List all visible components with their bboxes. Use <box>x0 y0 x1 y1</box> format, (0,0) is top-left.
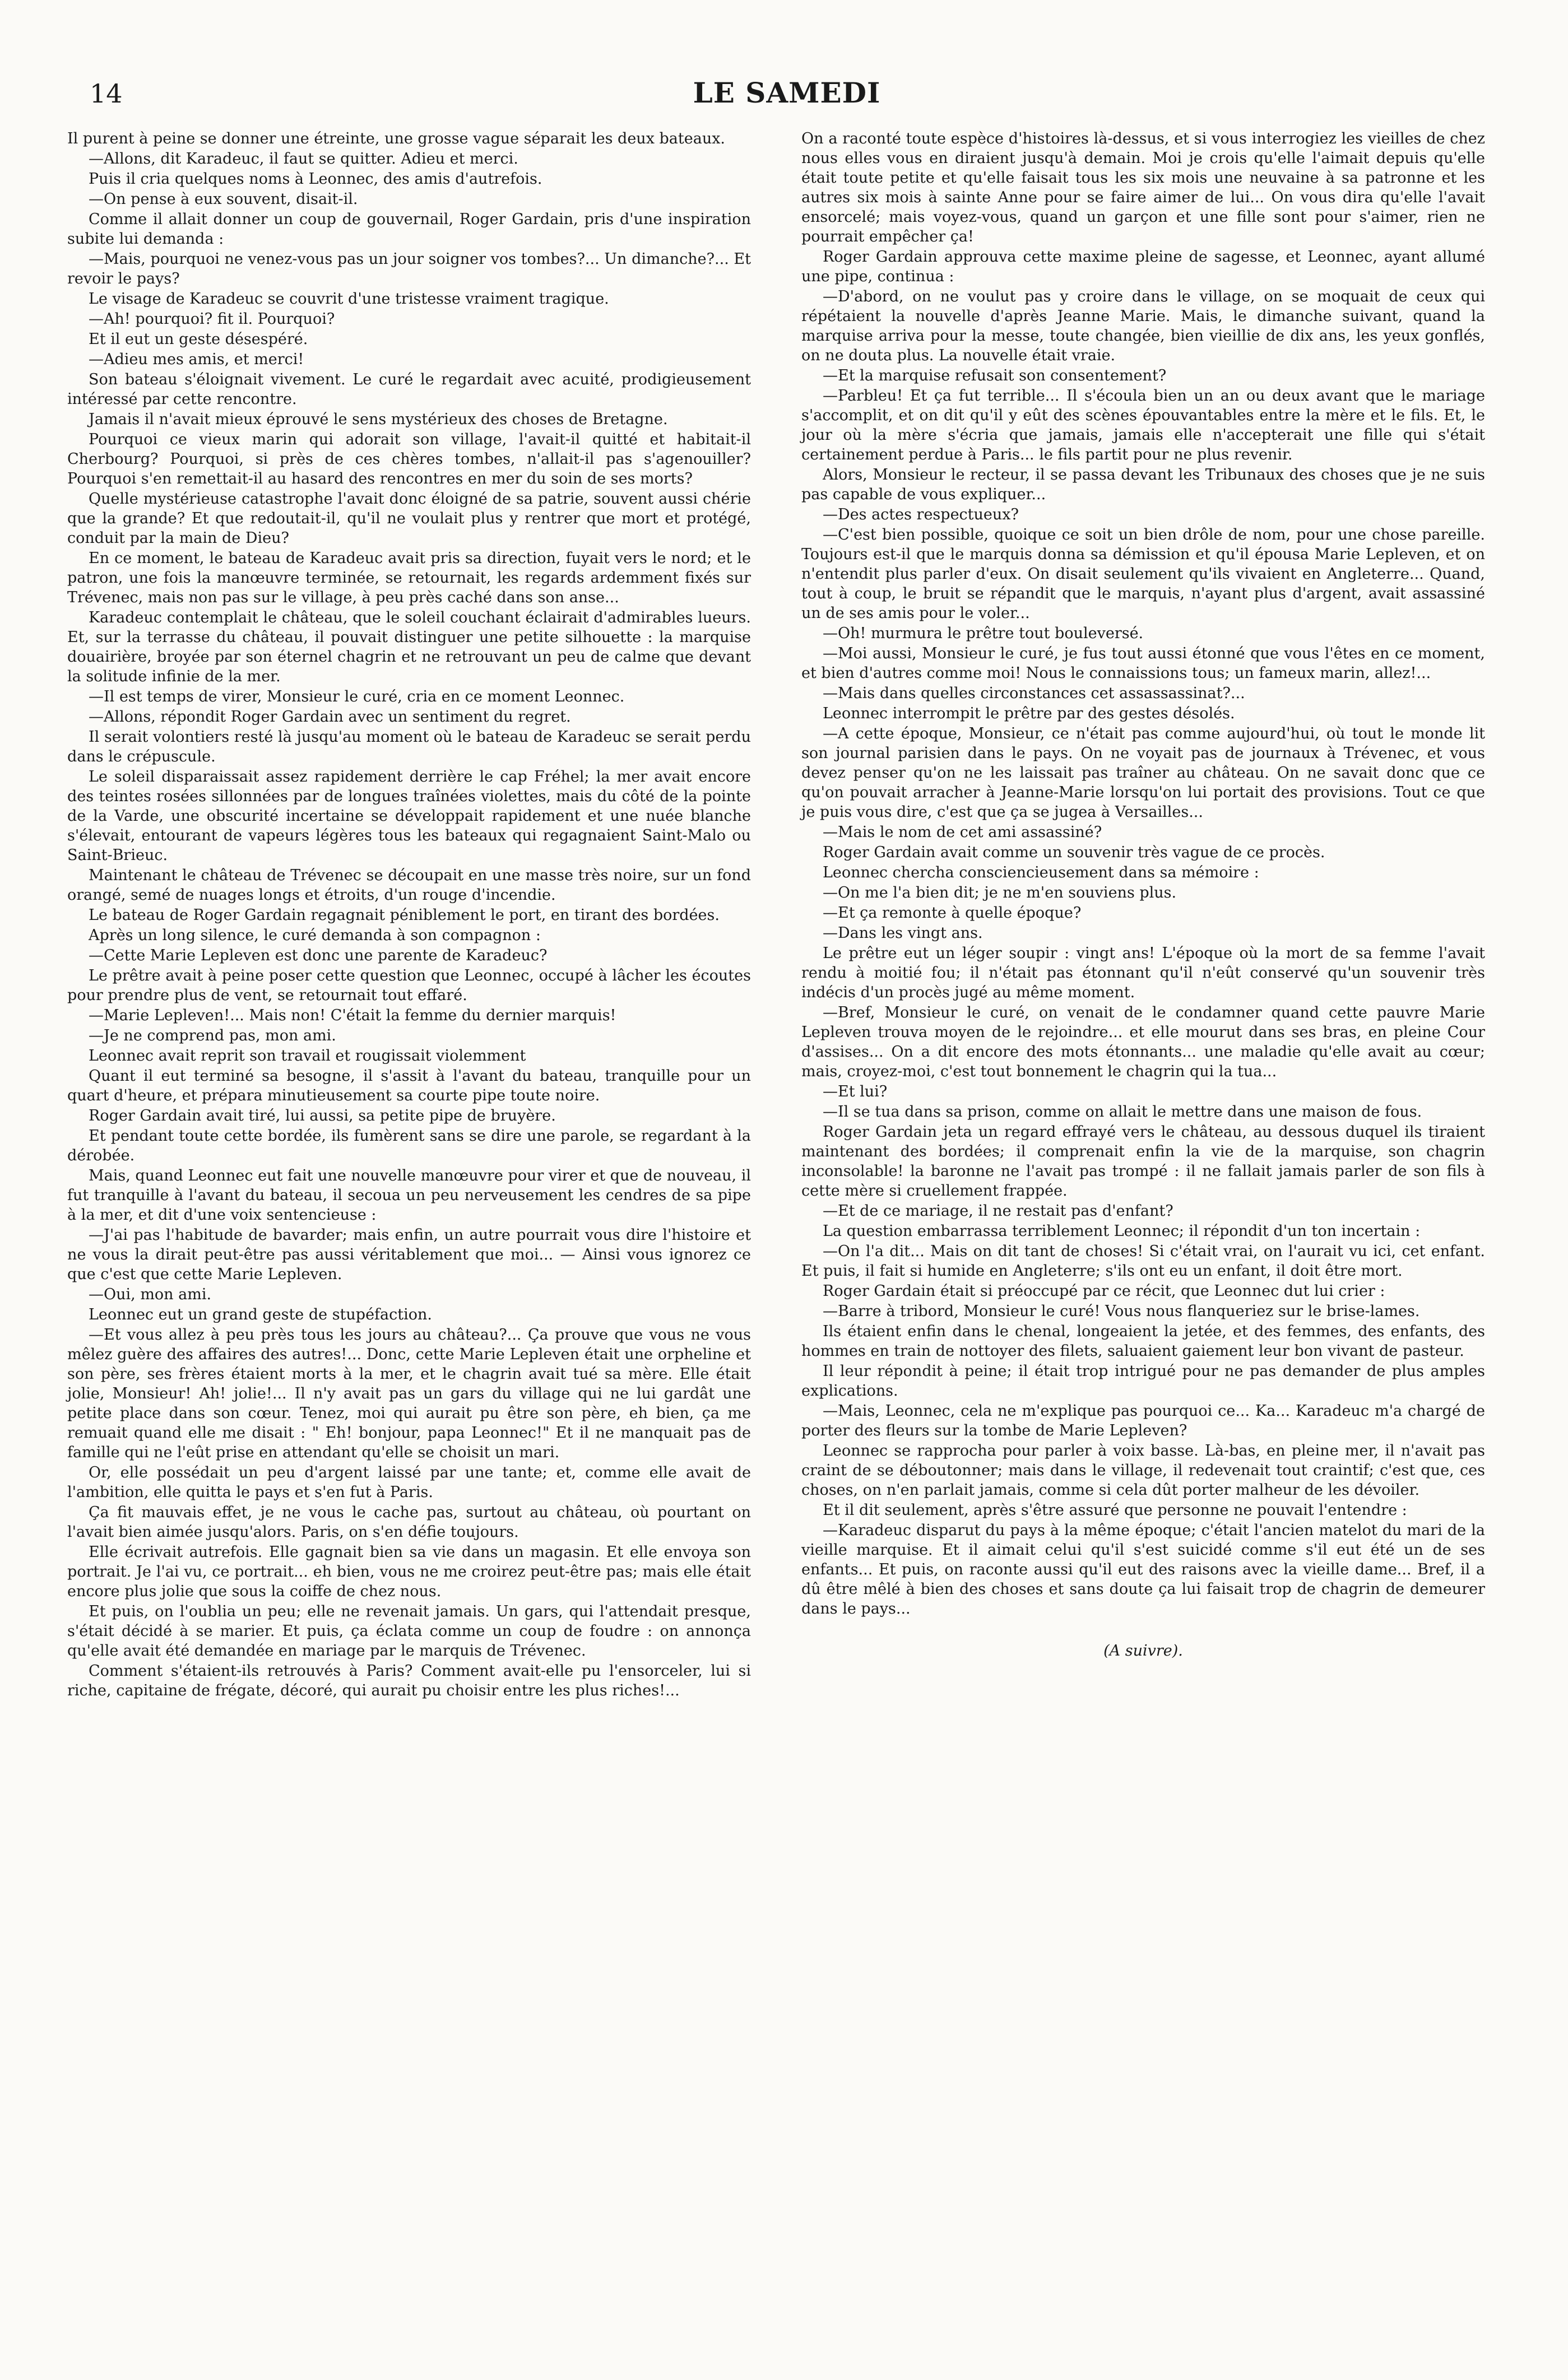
paragraph: —Il se tua dans sa prison, comme on allait le mettre dans une maison de fous. <box>823 1103 1422 1121</box>
paragraph: —D'abord, on ne voulut pas y croire dans le village, on se moquait de ceux qui répétaient la nouvelle d'après Jeanne Marie. Mais, le dimanche suivant, quand la marquise arriva pour la messe, toute changée, bien vieillie de dix ans, les yeux gonflés, on ne douta plus. La nouvelle était vraie. <box>801 288 1485 364</box>
paragraph: —Oh! murmura le prêtre tout bouleversé. <box>823 625 1144 642</box>
paragraph: —C'est bien possible, quoique ce soit un bien drôle de nom, pour une chose pareille. Toujours est-il que le marquis donna sa démission et qu'il épousa Marie Lepleven, et on n'entendit plus parler d'eux. On disait seulement qu'ils vivaient en Angleterre... Quand, tout à coup, le bruit se répandit que le marquis, n'ayant plus d'argent, avait assassiné un de ses amis pour le voler... <box>801 526 1485 622</box>
paragraph: —Allons, répondit Roger Gardain avec un sentiment du regret. <box>89 708 571 726</box>
paragraph: —Allons, dit Karadeuc, il faut se quitter. Adieu et merci. <box>89 150 518 168</box>
paragraph: Son bateau s'éloignait vivement. Le curé le regardait avec acuité, prodigieusement intéressé par cette rencontre. <box>67 371 751 408</box>
paragraph: Et puis, on l'oublia un peu; elle ne revenait jamais. Un gars, qui l'attendait presque, s'était décidé à se marier. Et puis, ça éclata comme un coup de foudre : on annonça qu'elle avait été demandée en mariage par le marquis de Trévenec. <box>67 1603 751 1660</box>
paragraph: —Et ça remonte à quelle époque? <box>823 904 1082 922</box>
paragraph: Comme il allait donner un coup de gouvernail, Roger Gardain, pris d'une inspiration subite lui demanda : <box>67 211 751 248</box>
paragraph: La question embarrassa terriblement Leonnec; il répondit d'un ton incertain : <box>823 1222 1421 1240</box>
paragraph: —Il est temps de virer, Monsieur le curé, cria en ce moment Leonnec. <box>89 688 625 705</box>
paragraph: Leonnec eut un grand geste de stupéfaction. <box>89 1306 432 1323</box>
paragraph: —Et vous allez à peu près tous les jours au château?... Ça prouve que vous ne vous mêlez guère des affaires des autres!... Donc, cette Marie Lepleven était une orpheline et son père, ses frères étaient morts à la mer, et le chagrin avait tué sa mère. Elle était jolie, Monsieur! Ah! jolie!... Il n'y avait pas un gars du village qui ne lui gardât une petite place dans son cœur. Tenez, moi qui aurait pu être son père, eh bien, ça me remuait quand elle me disait : " Eh! bonjour, papa Leonnec!" Et il ne manquait pas de famille qui ne l'eût prise en attendant qu'elle se choisit un mari. <box>67 1326 751 1461</box>
paragraph: —Je ne comprend pas, mon ami. <box>89 1027 336 1044</box>
paragraph: Mais, quand Leonnec eut fait une nouvelle manœuvre pour virer et que de nouveau, il fut tranquille à l'avant du bateau, il secoua un peu nerveusement les cendres de sa pipe à la mer, et dit d'une voix sentencieuse : <box>67 1167 751 1224</box>
paragraph: En ce moment, le bateau de Karadeuc avait pris sa direction, fuyait vers le nord; et le patron, une fois la manœuvre terminée, se retournait, les regards ardemment fixés sur Trévenec, mais non pas sur le village, à peu près caché dans son anse... <box>67 550 751 606</box>
paragraph: Puis il cria quelques noms à Leonnec, des amis d'autrefois. <box>89 170 542 188</box>
paragraph: —Mais, Leonnec, cela ne m'explique pas pourquoi ce... Ka... Karadeuc m'a chargé de porter des fleurs sur la tombe de Marie Lepleven? <box>801 1402 1485 1439</box>
paragraph: —On me l'a bien dit; je ne m'en souviens plus. <box>823 884 1177 901</box>
paragraph: —Dans les vingt ans. <box>823 924 983 942</box>
paragraph: —Marie Lepleven!... Mais non! C'était la femme du dernier marquis! <box>89 1007 616 1024</box>
right-column <box>801 129 1485 1701</box>
paragraph: Le prêtre avait à peine poser cette question que Leonnec, occupé à lâcher les écoutes pour prendre plus de vent, se retournait tout effaré. <box>67 967 751 1004</box>
paragraph: Il leur répondit à peine; il était trop intrigué pour ne pas demander de plus amples explications. <box>801 1363 1485 1400</box>
paragraph: —J'ai pas l'habitude de bavarder; mais enfin, un autre pourrait vous dire l'histoire et ne vous la dirait peut-être pas aussi véritablement que moi... — Ainsi vous ignorez ce que c'est que cette Marie Lepleven. <box>67 1226 751 1283</box>
paragraph: —Mais, pourquoi ne venez-vous pas un jour soigner vos tombes?... Un dimanche?... Et revoir le pays? <box>67 250 751 287</box>
paragraph: Leonnec se rapprocha pour parler à voix basse. Là-bas, en pleine mer, il n'avait pas craint de se déboutonner; mais dans le village, il redevenait tout craintif; c'est que, ces choses, on n'en parlait jamais, comme si cela dût porter malheur de les dévoiler. <box>801 1442 1485 1499</box>
paragraph: —Moi aussi, Monsieur le curé, je fus tout aussi étonné que vous l'êtes en ce moment, et bien d'autres comme moi! Nous le connaissions tous; un fameux marin, allez!... <box>801 645 1485 682</box>
page-number: 14 <box>90 78 123 109</box>
paragraph: Et il eut un geste désespéré. <box>89 331 308 348</box>
paragraph: Roger Gardain était si préoccupé par ce récit, que Leonnec dut lui crier : <box>823 1282 1385 1300</box>
paragraph: Il serait volontiers resté là jusqu'au moment où le bateau de Karadeuc se serait perdu dans le crépuscule. <box>67 728 751 765</box>
paragraph: —Adieu mes amis, et merci! <box>89 351 304 368</box>
paragraph: —Et la marquise refusait son consentement? <box>823 367 1167 384</box>
paragraph: Le visage de Karadeuc se couvrit d'une tristesse vraiment tragique. <box>89 290 609 308</box>
to-be-continued: (A suivre). <box>1103 1642 1183 1660</box>
paragraph: —Et lui? <box>823 1083 888 1100</box>
paragraph: Comment s'étaient-ils retrouvés à Paris? Comment avait-elle pu l'ensorceler, lui si riche, capitaine de frégate, décoré, qui aurait pu choisir entre les plus riches!... <box>67 1662 751 1699</box>
paragraph: Et il dit seulement, après s'être assuré que personne ne pouvait l'entendre : <box>823 1502 1407 1519</box>
paragraph: —Parbleu! Et ça fut terrible... Il s'écoula bien un an ou deux avant que le mariage s'accomplit, et on dit qu'il y eût des scènes épouvantables entre la mère et le fils. Et, le jour où la mère s'écria que jamais, jamais elle n'accepterait une fille qui s'était certainement perdue à Paris... le fils partit pour ne plus revenir. <box>801 387 1485 463</box>
article-columns <box>67 129 1506 1701</box>
paragraph: Alors, Monsieur le recteur, il se passa devant les Tribunaux des choses que je ne suis pas capable de vous expliquer... <box>801 466 1485 503</box>
paragraph: Leonnec interrompit le prêtre par des gestes désolés. <box>823 705 1235 722</box>
left-column <box>67 129 751 1701</box>
paragraph: Ils étaient enfin dans le chenal, longeaient la jetée, et des femmes, des enfants, des hommes en train de nottoyer des filets, saluaient gaiement leur bon vivant de pasteur. <box>801 1323 1485 1360</box>
paragraph: Il purent à peine se donner une étreinte, une grosse vague séparait les deux bateaux. <box>67 130 726 147</box>
paragraph: Or, elle possédait un peu d'argent laissé par une tante; et, comme elle avait de l'ambition, elle quitta le pays et s'en fut à Paris. <box>67 1464 751 1501</box>
paragraph: —Oui, mon ami. <box>89 1286 212 1303</box>
page-header <box>67 56 1506 123</box>
paragraph: —On l'a dit... Mais on dit tant de choses! Si c'était vrai, on l'aurait vu ici, cet enfant. Et puis, il fait si humide en Angleterre; s'ils ont eu un enfant, il doit être mort. <box>801 1243 1485 1280</box>
paragraph: —Et de ce mariage, il ne restait pas d'enfant? <box>823 1202 1173 1220</box>
paragraph: —Des actes respectueux? <box>823 506 1019 523</box>
paragraph: Ça fit mauvais effet, je ne vous le cache pas, surtout au château, où pourtant on l'avait bien aimée jusqu'alors. Paris, on s'en défie toujours. <box>67 1504 751 1541</box>
paragraph: Leonnec avait reprit son travail et rougissait violemment <box>89 1047 526 1065</box>
paragraph: Et pendant toute cette bordée, ils fumèrent sans se dire une parole, se regardant à la dérobée. <box>67 1127 751 1164</box>
paragraph: Roger Gardain jeta un regard effrayé vers le château, au dessous duquel ils tiraient maintenant des bordées; il comprenait enfin la vie de la marquise, son chagrin inconsolable! la baronne ne l'avait pas trompé : il ne fallait jamais parler de son fils à cette mère si cruellement frappée. <box>801 1123 1485 1200</box>
paragraph: Roger Gardain avait comme un souvenir très vague de ce procès. <box>823 844 1325 861</box>
paragraph: Roger Gardain approuva cette maxime pleine de sagesse, et Leonnec, ayant allumé une pipe, continua : <box>801 248 1485 285</box>
paragraph: —A cette époque, Monsieur, ce n'était pas comme aujourd'hui, où tout le monde lit son journal parisien dans le pays. On ne voyait pas de journaux à Trévenec, et vous devez penser qu'on ne les laissait pas traîner au château. On ne savait donc que ce qu'on pouvait arracher à Jeanne-Marie lorsqu'on lui portait des provisions. Tout ce que je puis vous dire, c'est que ça se jugea à Versailles... <box>801 725 1485 821</box>
paragraph: Maintenant le château de Trévenec se découpait en une masse très noire, sur un fond orangé, semé de nuages longs et étroits, d'un rouge d'incendie. <box>67 867 751 904</box>
paragraph: Elle écrivait autrefois. Elle gagnait bien sa vie dans un magasin. Et elle envoya son portrait. Je l'ai vu, ce portrait... eh bien, vous ne me croirez peut-être pas; mais elle était encore plus jolie que sous la coiffe de chez nous. <box>67 1544 751 1600</box>
paragraph: Quelle mystérieuse catastrophe l'avait donc éloigné de sa patrie, souvent aussi chérie que la grande? Et que redoutait-il, qu'il ne voulait plus y rentrer que mort et protégé, conduit par la main de Dieu? <box>67 490 751 547</box>
paragraph: Le soleil disparaissait assez rapidement derrière le cap Fréhel; la mer avait encore des teintes rosées sillonnées par de longues traînées violettes, mais du côté de la pointe de la Varde, une obscurité incertaine se développait rapidement et une nuée blanche s'élevait, entourant de vapeurs légères tous les bateaux qui regagnaient Saint-Malo ou Saint-Brieuc. <box>67 768 751 864</box>
paragraph: Roger Gardain avait tiré, lui aussi, sa petite pipe de bruyère. <box>89 1107 556 1124</box>
paragraph: Jamais il n'avait mieux éprouvé le sens mystérieux des choses de Bretagne. <box>89 411 668 428</box>
paragraph: —Mais le nom de cet ami assassiné? <box>823 824 1102 841</box>
journal-title: LE SAMEDI <box>693 76 881 109</box>
paragraph: Le bateau de Roger Gardain regagnait péniblement le port, en tirant des bordées. <box>89 907 720 924</box>
paragraph: On a raconté toute espèce d'histoires là-dessus, et si vous interrogiez les vieilles de chez nous elles vous en diraient jusqu'à demain. Moi je crois qu'elle l'aimait depuis qu'elle était toute petite et qu'elle faisait tous les six mois une neuvaine à sa patronne et les autres six mois à sainte Anne pour se faire aimer de lui... On vous dira qu'elle l'avait ensorcelé; mais voyez-vous, quand un garçon et une fille sont pour s'aimer, rien ne pourrait empêcher ça! <box>801 130 1485 245</box>
paragraph: —Barre à tribord, Monsieur le curé! Vous nous flanqueriez sur le brise-lames. <box>823 1303 1420 1320</box>
paragraph: Karadeuc contemplait le château, que le soleil couchant éclairait d'admirables lueurs. Et, sur la terrasse du château, il pouvait distinguer une petite silhouette : la marquise douairière, broyée par son éternel chagrin et ne retrouvant un peu de calme que devant la solitude infinie de la mer. <box>67 609 751 685</box>
paragraph: —Cette Marie Lepleven est donc une parente de Karadeuc? <box>89 947 548 964</box>
paragraph: Leonnec chercha consciencieusement dans sa mémoire : <box>823 864 1259 881</box>
paragraph: Quant il eut terminé sa besogne, il s'assit à l'avant du bateau, tranquille pour un quart d'heure, et prépara minutieusement sa courte pipe toute noire. <box>67 1067 751 1104</box>
paragraph: Le prêtre eut un léger soupir : vingt ans! L'époque où la mort de sa femme l'avait rendu à moitié fou; il n'était pas étonnant qu'il n'eût conservé qu'un souvenir très indécis d'un procès jugé au même moment. <box>801 945 1485 1001</box>
paragraph: —On pense à eux souvent, disait-il. <box>89 190 358 208</box>
paragraph: —Mais dans quelles circonstances cet assassassinat?... <box>823 685 1245 702</box>
paragraph: Pourquoi ce vieux marin qui adorait son village, l'avait-il quitté et habitait-il Cherbourg? Pourquoi, si près de ces chères tombes, n'allait-il pas s'agenouiller? Pourquoi s'en remettait-il au hasard des rencontres en mer du soin de ses morts? <box>67 431 751 487</box>
paragraph: —Karadeuc disparut du pays à la même époque; c'était l'ancien matelot du mari de la vieille marquise. Et il aimait celui qu'il s'est suicidé comme s'il eut été un de ses enfants... Et puis, on raconte aussi qu'il eut des raisons avec la vieille dame... Bref, il a dû être mêlé à bien des choses et sans doute ça lui faisait trop de chagrin de demeurer dans le pays... <box>801 1522 1485 1617</box>
paragraph: —Bref, Monsieur le curé, on venait de le condamner quand cette pauvre Marie Lepleven trouva moyen de le rejoindre... et elle mourut dans ses bras, en pleine Cour d'assises... On a dit encore des mots étonnants... une maladie qu'elle avait au cœur; mais, croyez-moi, c'est tout bonnement le chagrin qui la tua... <box>801 1004 1485 1080</box>
paragraph: —Ah! pourquoi? fit il. Pourquoi? <box>89 310 335 328</box>
paragraph: Après un long silence, le curé demanda à son compagnon : <box>89 927 541 944</box>
